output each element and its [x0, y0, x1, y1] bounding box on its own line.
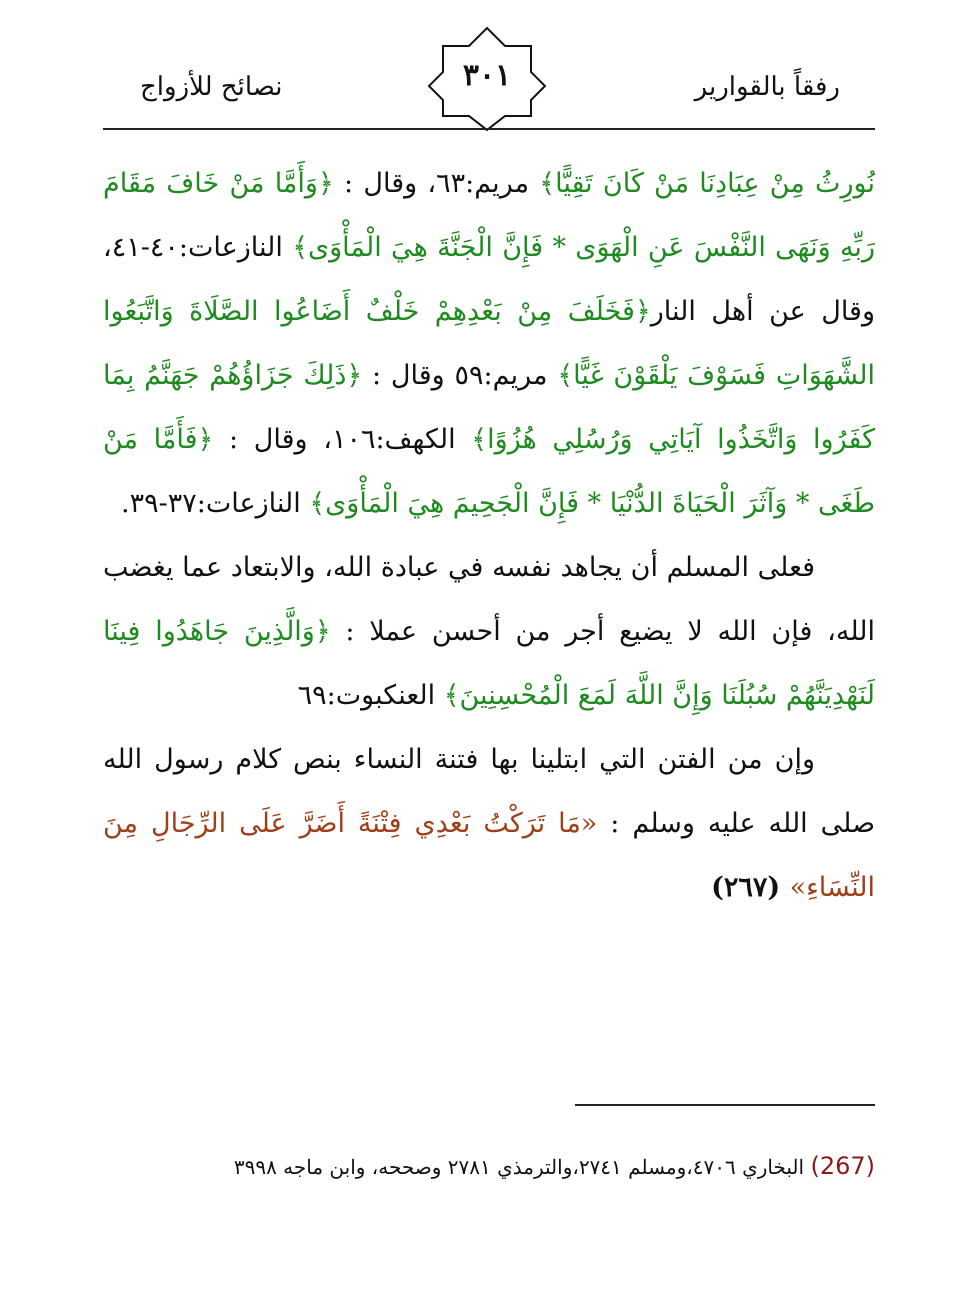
hadith-quote: «مَا تَرَكْتُ بَعْدِي فِتْنَةً أَضَرَّ عَلَى الرِّجَالِ مِنَ النِّسَاءِ» — [103, 808, 875, 903]
chapter-title: نصائح للأزواج — [140, 72, 283, 102]
body-text: مريم:٦٣، وقال : — [333, 168, 540, 199]
footnote-reference[interactable]: (٢٦٧) — [711, 872, 790, 903]
quran-verse: ﴿فَخَلَفَ مِنْ بَعْدِهِمْ خَلْفٌ أَضَاعُوا الصَّلَاةَ وَاتَّبَعُوا الشَّهَوَاتِ فَسَوْفَ يَلْقَوْنَ غَيًّا﴾ — [103, 296, 876, 391]
body-text: الكهف:١٠٦، وقال : — [213, 424, 472, 455]
body-text: مريم:٥٩ وقال : — [362, 360, 558, 391]
body-text: العنكبوت:٦٩ — [297, 680, 444, 711]
page-number-badge — [427, 26, 547, 132]
quran-verse: ﴿وَالَّذِينَ جَاهَدُوا فِينَا لَنَهْدِيَنَّهُمْ سُبُلَنَا وَإِنَّ اللَّهَ لَمَعَ الْمُحْسِنِينَ﴾ — [103, 616, 875, 711]
main-text — [103, 152, 875, 920]
book-title: رفقاً بالقوارير — [694, 72, 840, 102]
paragraph-2 — [103, 536, 875, 728]
quran-verse: نُورِثُ مِنْ عِبَادِنَا مَنْ كَانَ تَقِيًّا﴾ — [539, 168, 875, 199]
quran-verse: ﴿وَأَمَّا مَنْ خَافَ مَقَامَ رَبِّهِ وَنَهَى النَّفْسَ عَنِ الْهَوَى * فَإِنَّ الْجَنَّةَ هِيَ الْمَأْوَى﴾ — [103, 168, 875, 263]
footnote — [103, 1140, 875, 1193]
body-text: فعلى المسلم أن يجاهد نفسه في عبادة الله، والابتعاد عما يغضب الله، فإن الله لا يضيع أجر من أحسن عملا : — [103, 552, 875, 647]
body-text: وإن من الفتن التي ابتلينا بها فتنة النساء بنص كلام رسول الله صلى الله عليه وسلم : — [103, 744, 876, 839]
body-text: النازعات:٤٠-٤١، وقال عن أهل النار — [103, 232, 876, 327]
footnote-text: البخاري ٤٧٠٦،ومسلم ٢٧٤١،والترمذي ٢٧٨١ وصححه، وابن ماجه ٣٩٩٨ — [233, 1155, 811, 1179]
body-text: النازعات:٣٧-٣٩. — [121, 488, 310, 519]
footnote-divider — [575, 1104, 875, 1106]
page-number: ٣٠١ — [462, 58, 512, 93]
paragraph-1 — [103, 152, 875, 536]
paragraph-3 — [103, 728, 875, 920]
quran-verse: ﴿ذَلِكَ جَزَاؤُهُمْ جَهَنَّمُ بِمَا كَفَرُوا وَاتَّخَذُوا آيَاتِي وَرُسُلِي هُزُوًا﴾ — [103, 360, 875, 455]
footnote-number: (267) — [810, 1152, 875, 1180]
quran-verse: ﴿فَأَمَّا مَنْ طَغَى * وَآثَرَ الْحَيَاةَ الدُّنْيَا * فَإِنَّ الْجَحِيمَ هِيَ الْمَأْوَى﴾ — [103, 424, 875, 519]
header-divider — [103, 128, 875, 130]
